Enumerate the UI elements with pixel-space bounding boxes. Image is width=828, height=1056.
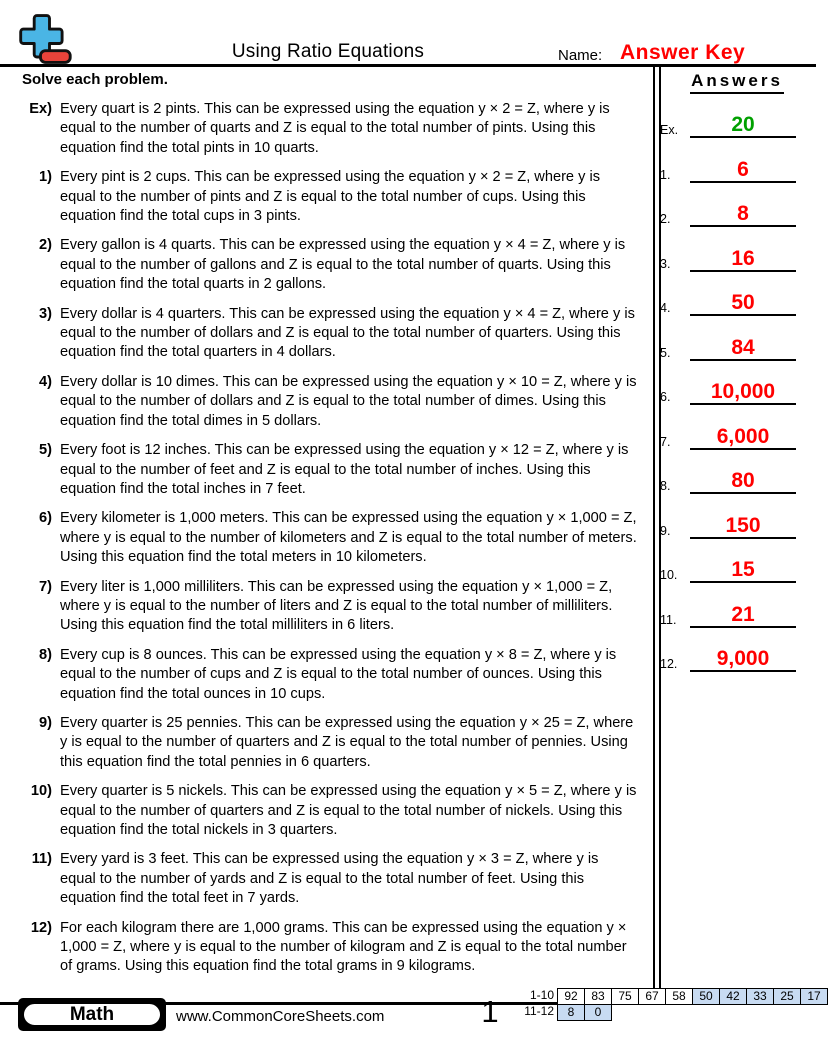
score-cell: 75	[611, 988, 639, 1005]
answer-label: 12.	[660, 657, 678, 671]
answer-value: 8	[690, 203, 796, 227]
problem-number: Ex)	[29, 101, 52, 117]
problem-text: Every kilometer is 1,000 meters. This can be expressed using the equation y × 1,000 = Z, where y is equal to the number of kilometers and Z is equal to the total number of meters. Using this equation find the total meters in 10 kilometers.	[60, 510, 637, 566]
answer-value: 84	[690, 337, 796, 361]
problem-number: 8)	[39, 646, 52, 663]
problem-item	[14, 100, 650, 158]
problem-text: Every yard is 3 feet. This can be expressed using the equation y × 3 = Z, where y is equal to the number of yards and Z is equal to the total number of feet. Using this equation find the total feet in 7 yards.	[60, 851, 599, 907]
problem-text: Every quarter is 25 pennies. This can be expressed using the equation y × 25 = Z, where y is equal to the number of quarters and Z is equal to the total number of pennies. Using this equation find the total pennies in 6 quarters.	[60, 714, 634, 770]
problem-text: Every pint is 2 cups. This can be expressed using the equation y × 2 = Z, where y is equal to the number of pints and Z is equal to the total number of cups. Using this equation find the total cups in 3 pints.	[60, 169, 600, 225]
answer-row	[660, 189, 796, 227]
score-cell: 8	[557, 1004, 585, 1021]
page-title: Using Ratio Equations	[231, 41, 425, 62]
problem-item	[14, 509, 650, 567]
answer-label: 7.	[660, 435, 671, 449]
problem-text: Every dollar is 10 dimes. This can be expressed using the equation y × 10 = Z, where y is equal to the number of dollars and Z is equal to the total number of dimes. Using this equation find the total dimes in 5 dollars.	[60, 373, 637, 429]
answer-value: 6	[690, 159, 796, 183]
answer-value: 50	[690, 292, 796, 316]
problem-number: 6)	[39, 510, 52, 527]
answer-value: 9,000	[690, 648, 796, 672]
answer-value: 6,000	[690, 426, 796, 450]
score-row	[518, 988, 828, 1005]
score-row-label: 11-12	[524, 1004, 554, 1018]
answer-label: 9.	[660, 524, 671, 538]
problem-text: Every quarter is 5 nickels. This can be expressed using the equation y × 5 = Z, where y is equal to the number of quarters and Z is equal to the total number of nickels. Using this equation find the total nickels in 3 quarters.	[60, 783, 637, 838]
problem-number: 10)	[30, 783, 52, 800]
answer-row	[660, 545, 796, 583]
score-row-label: 1-10	[529, 988, 554, 1002]
score-cell: 25	[773, 988, 801, 1005]
score-cell: 83	[584, 988, 612, 1005]
answer-row	[660, 145, 796, 183]
problem-text: Every quart is 2 pints. This can be expressed using the equation y × 2 = Z, where y is equal to the number of quarts and Z is equal to the total number of pints. Using this equation find the total pints in 10 quarts.	[60, 101, 610, 156]
answer-row	[660, 501, 796, 539]
answer-row	[660, 323, 796, 361]
answer-value: 21	[690, 604, 796, 628]
answer-label: 10.	[660, 568, 678, 582]
answer-label: 4.	[660, 301, 671, 315]
problem-item	[14, 168, 650, 226]
problem-item	[14, 305, 650, 363]
problem-number: 11)	[31, 851, 52, 868]
score-row	[518, 1004, 828, 1021]
problem-number: 2)	[39, 237, 52, 254]
answer-row	[660, 412, 796, 450]
problem-number: 9)	[39, 714, 52, 731]
answer-label: 8.	[660, 479, 671, 493]
problem-item	[14, 373, 650, 431]
answer-row	[660, 234, 796, 272]
answer-label: 6.	[660, 390, 671, 404]
problem-item	[14, 714, 650, 772]
plus-minus-logo-icon	[16, 12, 74, 66]
answer-value: 150	[690, 515, 796, 539]
problem-text: Every gallon is 4 quarts. This can be expressed using the equation y × 4 = Z, where y is equal to the number of gallons and Z is equal to the total number of quarts. Using this equation find the total quarts in 2 gallons.	[60, 237, 626, 293]
problem-text: Every foot is 12 inches. This can be expressed using the equation y × 12 = Z, where y is equal to the number of feet and Z is equal to the total number of inches. Using this equation find the total inches in 7 feet.	[60, 442, 629, 497]
problem-text: Every cup is 8 ounces. This can be expressed using the equation y × 8 = Z, where y is equal to the number of cups and Z is equal to the total number of ounces. Using this equation find the total ounces in 10 cups.	[60, 646, 617, 702]
problem-item	[14, 441, 650, 499]
problem-number: 3)	[39, 305, 52, 322]
answer-key-text: Answer Key	[620, 41, 746, 64]
answer-label: 1.	[660, 168, 671, 182]
instructions: Solve each problem.	[22, 71, 168, 88]
score-cell: 67	[638, 988, 666, 1005]
problem-item	[14, 578, 650, 636]
answer-label: 11.	[660, 613, 677, 627]
problem-number: 12)	[30, 919, 52, 936]
column-divider	[653, 67, 655, 1002]
score-cell: 0	[584, 1004, 612, 1021]
answer-row	[660, 590, 796, 628]
answer-row	[660, 278, 796, 316]
name-label: Name:	[558, 47, 603, 64]
score-table	[518, 988, 828, 1021]
problem-item	[14, 850, 650, 908]
problem-list	[14, 100, 650, 987]
problem-number: 4)	[39, 373, 52, 390]
math-badge-label: Math	[21, 1001, 163, 1028]
score-cell: 92	[557, 988, 585, 1005]
answers-title: Answers	[662, 71, 812, 94]
problem-text: Every dollar is 4 quarters. This can be expressed using the equation y × 4 = Z, where y is equal to the number of dollars and Z is equal to the total number of quarters. Using this equation find the total quarters in 4 dollars.	[60, 305, 635, 361]
math-badge	[18, 998, 166, 1031]
problem-item	[14, 782, 650, 840]
answer-row	[660, 456, 796, 494]
answer-value: 15	[690, 559, 796, 583]
problem-text: For each kilogram there are 1,000 grams. This can be expressed using the equation y × 1,000 = Z, where y is equal to the number of kilogram and Z is equal to the total number of grams. Using this equation find the total grams in 9 kilograms.	[60, 919, 627, 975]
problem-number: 7)	[39, 578, 52, 595]
header-rule	[0, 64, 816, 67]
answer-value: 10,000	[690, 381, 796, 405]
answer-row	[660, 100, 796, 138]
answer-label: Ex.	[660, 123, 679, 137]
problem-item	[14, 646, 650, 704]
page-number: 1	[481, 994, 499, 1029]
problem-item	[14, 236, 650, 294]
minus-shape	[41, 51, 71, 63]
score-cell: 33	[746, 988, 774, 1005]
answer-value: 16	[690, 248, 796, 272]
problem-text: Every liter is 1,000 milliliters. This can be expressed using the equation y × 1,000 = Z, where y is equal to the number of liters and Z is equal to the total number of milliliters. Using this equation find the total milliliters in 6 liters.	[60, 578, 613, 634]
score-cell: 58	[665, 988, 693, 1005]
score-cell: 42	[719, 988, 747, 1005]
problem-item	[14, 919, 650, 977]
answer-label: 2.	[660, 212, 671, 226]
answer-value: 20	[690, 114, 796, 138]
problem-number: 5)	[39, 442, 52, 459]
answer-value: 80	[690, 470, 796, 494]
answer-label: 3.	[660, 257, 671, 271]
answer-row	[660, 367, 796, 405]
website-url: www.CommonCoreSheets.com	[176, 1008, 385, 1025]
answer-row	[660, 634, 796, 672]
score-cell: 50	[692, 988, 720, 1005]
score-cell: 17	[800, 988, 828, 1005]
problem-number: 1)	[39, 169, 52, 186]
answer-label: 5.	[660, 346, 671, 360]
